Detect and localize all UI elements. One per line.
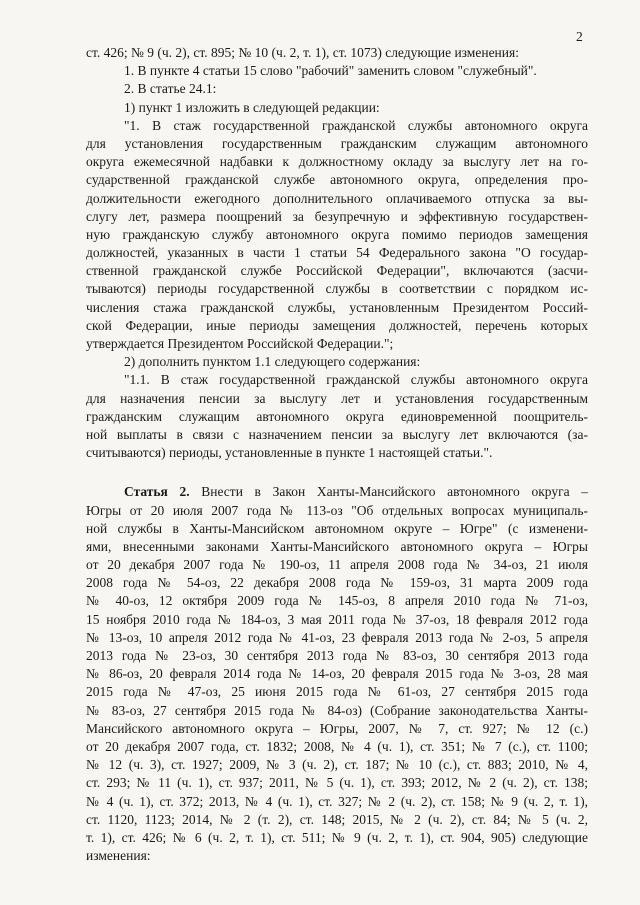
text-line: 1) пункт 1 изложить в следующей редакции: (124, 99, 380, 115)
article-1-amendments (86, 44, 588, 462)
text-line: Мансийского автономного округа – Югры, 2007, № 7, ст. 927; № 12 (с.) (86, 720, 588, 736)
text-line: т. 1), ст. 426; № 6 (ч. 2, т. 1), ст. 511; № 9 (ч. 2, т. 1), ст. 904, 905) следующие (86, 829, 588, 845)
text-line: округа ежемесячной надбавки к должностному окладу за выслугу лет на го- (86, 154, 588, 170)
text-line: ной службы в Ханты-Мансийском автономном округе – Югре" (с изменени- (86, 520, 588, 536)
article-2 (86, 483, 588, 865)
text-line: 2. В статье 24.1: (124, 81, 217, 97)
text-line: ную гражданскую службу автономного округа помимо периодов замещения (86, 226, 588, 242)
article-2-first-line (86, 483, 588, 501)
text-line: № 4 (ч. 1), ст. 372; 2013, № 4 (ч. 1), ст. 327; № 2 (ч. 2), ст. 158; № 9 (ч. 2, т. 1), (86, 793, 588, 809)
article-2-title: Статья 2. (124, 484, 190, 500)
article-2-first-line-text: Внести в Закон Ханты-Мансийского автономного округа – (201, 484, 588, 500)
text-line: № 40-оз, 12 октября 2009 года № 145-оз, 8 апреля 2010 года № 71-оз, (86, 593, 588, 609)
text-line: № 13-оз, 10 апреля 2012 года № 41-оз, 23 февраля 2013 года № 2-оз, 5 апреля (86, 629, 588, 645)
text-line: числения стажа гражданской службы, установленным Президентом Россий- (86, 299, 588, 315)
text-line: гражданским служащим автономного округа единовременной поощритель- (86, 408, 588, 424)
text-line: ст. 426; № 9 (ч. 2), ст. 895; № 10 (ч. 2, т. 1), ст. 1073) следующие изменения: (86, 45, 519, 60)
text-line: слугу лет, размера поощрений за безупречную и эффективную государствен- (86, 208, 588, 224)
text-line: для назначения пенсии за выслугу лет и установления государственным (86, 390, 588, 406)
text-line: 2013 года № 23-оз, 30 сентября 2013 года № 83-оз, 30 сентября 2013 года (86, 648, 588, 663)
text-line: 15 ноября 2010 года № 184-оз, 3 мая 2011 года № 37-оз, 18 февраля 2012 года (86, 611, 588, 627)
page-number: 2 (576, 29, 583, 44)
text-line: должностей, указанных в части 1 статьи 54 Федерального закона "О государ- (86, 245, 588, 261)
text-line: ственной гражданской службе Российской Федерации", включаются (засчи- (86, 263, 588, 279)
text-line: № 86-оз, 20 февраля 2014 года № 14-оз, 20 февраля 2015 года № 3-оз, 28 мая (86, 666, 588, 682)
text-line: ст. 293; № 11 (ч. 1), ст. 937; 2011, № 5 (ч. 1), ст. 393; 2012, № 2 (ч. 2), ст. 138; (86, 775, 588, 791)
text-line: Югры от 20 июля 2007 года № 113-оз "Об отдельных вопросах муниципаль- (86, 502, 588, 518)
text-line: 1. В пункте 4 статьи 15 слово "рабочий" заменить словом "служебный". (124, 63, 537, 79)
paragraph-gap (86, 462, 588, 483)
text-line: ст. 1120, 1123; 2014, № 2 (т. 2), ст. 148; 2015, № 2 (ч. 2), ст. 84; № 5 (ч. 2, (86, 811, 588, 827)
text-line: 2015 года № 47-оз, 25 июня 2015 года № 61-оз, 27 сентября 2015 года (86, 684, 588, 700)
text-line: 2) дополнить пунктом 1.1 следующего содержания: (124, 354, 421, 370)
text-line: № 83-оз, 27 сентября 2015 года № 84-оз) (Собрание законодательства Ханты- (86, 702, 588, 718)
text-line: утверждается Президентом Российской Федерации."; (86, 336, 394, 351)
text-line: ной выплаты в связи с назначением пенсии за выслугу лет включаются (за- (86, 426, 588, 442)
text-line: ской Федерации, иные периоды замещения должностей, перечень которых (86, 317, 588, 333)
text-line: для установления государственным гражданским служащим автономного (86, 135, 588, 151)
text-line: "1. В стаж государственной гражданской службы автономного округа (124, 117, 588, 133)
text-line: от 20 декабря 2007 года № 190-оз, 11 апреля 2008 года № 34-оз, 21 июля (86, 557, 588, 573)
text-line: считываются) периоды, установленные в пункте 1 настоящей статьи.". (86, 445, 493, 461)
text-line: 2008 года № 54-оз, 22 декабря 2008 года № 159-оз, 31 марта 2009 года (86, 575, 588, 591)
text-line: № 12 (ч. 3), ст. 1927; 2009, № 3 (ч. 2), ст. 187; № 10 (с.), ст. 883; 2010, № 4, (86, 757, 588, 773)
document-body (86, 44, 588, 865)
text-line: ями, внесенными законами Ханты-Мансийского автономного округа – Югры (86, 538, 588, 554)
text-line: сударственной гражданской службе автономного округа, определения про- (86, 172, 588, 188)
text-line: изменения: (86, 848, 151, 864)
text-line: должительности ежегодного дополнительного оплачиваемого отпуска за вы- (86, 190, 588, 206)
text-line: "1.1. В стаж государственной гражданской службы автономного округа (124, 372, 588, 388)
text-line: тываются) периоды государственной службы в соответствии с порядком ис- (86, 281, 588, 297)
text-line: от 20 декабря 2007 года, ст. 1832; 2008, № 4 (ч. 1), ст. 351; № 7 (с.), ст. 1100; (86, 738, 588, 754)
